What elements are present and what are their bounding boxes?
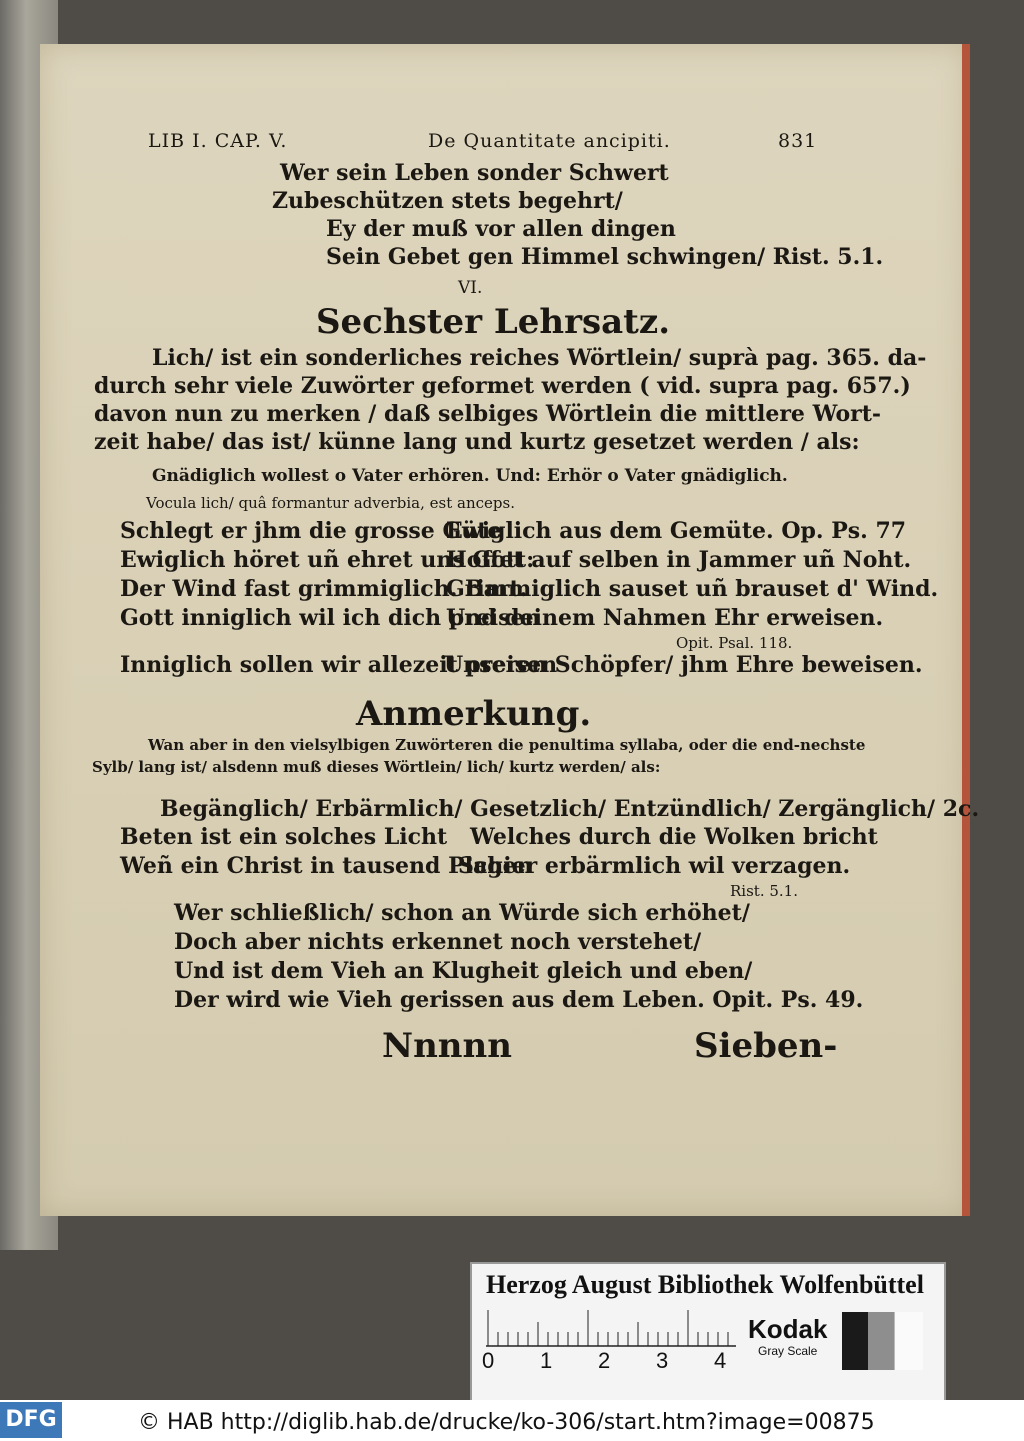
note-line-2: Sylb/ lang ist/ alsdenn muß dieses Wörtlein/ lich/ kurtz werden/ als: — [92, 758, 661, 776]
verse1-line-2: Zubeschützen stets begehrt/ — [272, 188, 623, 214]
example-line: Gnädiglich wollest o Vater erhören. Und: Erhör o Vater gnädiglich. — [152, 466, 788, 486]
paragraph-line-3: davon nun zu merken / daß selbiges Wörtlein die mittlere Wort- — [94, 401, 882, 427]
couplet-4-right: Und deinem Nahmen Ehr erweisen. — [446, 605, 884, 631]
couplet-4-left: Gott inniglich wil ich dich preisen — [120, 605, 541, 631]
note-line-1: Wan aber in den vielsylbigen Zuwörteren die penultima syllaba, oder die end-nechste — [148, 736, 866, 754]
couplet-2-left: Ewiglich höret uñ ehret uns Gott: — [120, 547, 535, 573]
copyright-url[interactable]: © HAB http://diglib.hab.de/drucke/ko-306/start.htm?image=00875 — [138, 1410, 875, 1435]
ruler-number: 4 — [714, 1348, 727, 1373]
word-list: Begänglich/ Erbärmlich/ Gesetzlich/ Entzündlich/ Zergänglich/ 2c. — [160, 796, 980, 822]
running-header-center: De Quantitate ancipiti. — [428, 130, 671, 152]
verse2-line-1: Wer schließlich/ schon an Würde sich erhöhet/ — [174, 900, 750, 926]
couplet-5-right: Unseren Schöpfer/ jhm Ehre beweisen. — [444, 652, 923, 678]
running-header-left: LIB I. CAP. V. — [148, 130, 288, 152]
catchword: Sieben- — [694, 1026, 838, 1066]
couplet-2-right: Hoffet auf selben in Jammer uñ Noht. — [446, 547, 912, 573]
gray-swatch-mid — [868, 1312, 894, 1370]
couplet-3-left: Der Wind fast grimmiglich. Bart. — [120, 576, 528, 602]
kodak-brand: Kodak — [748, 1314, 828, 1344]
section-title: Sechster Lehrsatz. — [316, 302, 671, 342]
note-title: Anmerkung. — [356, 694, 592, 734]
couplet2-2-right: Schier erbärmlich wil verzagen. — [458, 853, 851, 879]
couplet-3-right: Grimmiglich sauset uñ brauset d' Wind. — [446, 576, 939, 602]
couplet-5-left: Inniglich sollen wir allezeit preisen — [120, 652, 558, 678]
ruler-number: 0 — [482, 1348, 495, 1373]
paragraph-line-1: Lich/ ist ein sonderliches reiches Wörtlein/ suprà pag. 365. da- — [152, 345, 927, 371]
latin-note: Vocula lich/ quâ formantur adverbia, est anceps. — [146, 494, 515, 512]
page-red-edge — [962, 44, 970, 1216]
signature-mark: Nnnnn — [382, 1026, 512, 1066]
institution-label: Herzog August Bibliothek Wolfenbüttel — [486, 1270, 924, 1299]
gray-swatch-white — [894, 1312, 923, 1370]
ruler-icon — [486, 1308, 736, 1348]
gray-swatch-black — [842, 1312, 868, 1370]
citation-rist: Rist. 5.1. — [730, 882, 798, 900]
ruler-numbers — [478, 1348, 738, 1374]
ruler-number: 3 — [656, 1348, 669, 1373]
couplet2-1-right: Welches durch die Wolken bricht — [470, 824, 878, 850]
kodak-gray-scale-card — [470, 1262, 946, 1406]
verse1-line-4: Sein Gebet gen Himmel schwingen/ Rist. 5.1. — [326, 244, 884, 270]
verse1-line-1: Wer sein Leben sonder Schwert — [280, 160, 669, 186]
gray-scale-label: Gray Scale — [758, 1344, 818, 1358]
citation-opit-psal-118: Opit. Psal. 118. — [676, 634, 793, 652]
verse2-line-3: Und ist dem Vieh an Klugheit gleich und eben/ — [174, 958, 753, 984]
verse1-line-3: Ey der muß vor allen dingen — [326, 216, 676, 242]
paragraph-line-2: durch sehr viele Zuwörter geformet werden ( vid. supra pag. 657.) — [94, 373, 911, 399]
page-number: 831 — [778, 130, 818, 152]
ruler-number: 1 — [540, 1348, 553, 1373]
couplet-1-right: Ewiglich aus dem Gemüte. Op. Ps. 77 — [446, 518, 907, 544]
ruler-number: 2 — [598, 1348, 611, 1373]
couplet2-1-left: Beten ist ein solches Licht — [120, 824, 448, 850]
verse2-line-4: Der wird wie Vieh gerissen aus dem Leben. Opit. Ps. 49. — [174, 987, 864, 1013]
paragraph-line-4: zeit habe/ das ist/ künne lang und kurtz gesetzet werden / als: — [94, 429, 860, 455]
dfg-logo: DFG — [0, 1402, 62, 1438]
couplet-1-left: Schlegt er jhm die grosse Güte — [120, 518, 502, 544]
section-number: VI. — [458, 278, 483, 298]
verse2-line-2: Doch aber nichts erkennet noch verstehet/ — [174, 929, 702, 955]
couplet2-2-left: Weñ ein Christ in tausend Plagen — [120, 853, 533, 879]
